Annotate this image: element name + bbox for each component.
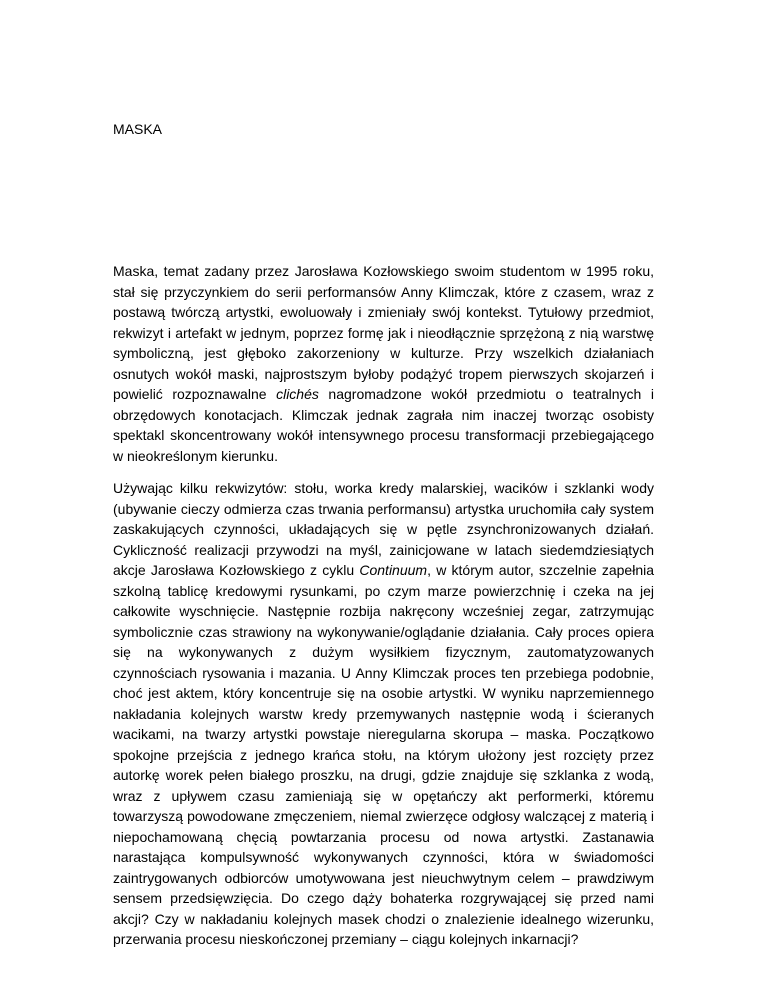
paragraph-2-italic-continuum: Continuum — [359, 562, 428, 578]
paragraph-2-text-b: , w którym autor, szczelnie zapełnia szkolną tablicę kredowymi rysunkami, po czym marze powierzchnię i czeka na jej całkowite wyschnięcie. Następnie rozbija nakręcony wcześniej zegar, zatrzymując symbolicznie czas strawiony na wykonywanie/oglądanie działania. Cały proces opiera się na wykonywanych z dużym wysiłkiem fizycznym, zautomatyzowanych czynnościach rysowania i mazania. U Anny Klimczak proces ten przebiega podobnie, choć jest aktem, który koncentruje się na osobie artystki. W wyniku naprzemiennego nakładania kolejnych warstw kredy przemywanych następnie wodą i ścieranych wacikami, na twarzy artystki powstaje nieregularna skorupa – maska. Początkowo spokojne przejścia z jednego krańca stołu, na którym ułożony jest rozcięty przez autorkę worek pełen białego proszku, na drugi, gdzie znajduje się szklanka z wodą, wraz z upływem czasu zamieniają się w opętańczy akt performerki, któremu towarzyszą powodowane zmęczeniem, niemal zwierzęce odgłosy walczącej z materią i niepochamowaną chęcią powtarzania procesu od nowa artystki. Zastanawia narastająca kompulsywność wykonywanych czynności, która w świadomości zaintrygowanych odbiorców umotywowana jest nieuchwytnym celem – prawdziwym sensem przedsięwzięcia. Do czego dąży bohaterka rozgrywającej się przed nami akcji? Czy w nakładaniu kolejnych masek chodzi o znalezienie idealnego wizerunku, przerwania procesu nieskończonej przemiany – ciągu kolejnych inkarnacji? — [113, 562, 654, 947]
paragraph-1-text-b: nagromadzone wokół przedmiotu o teatralnych i obrzędowych konotacjach. Klimczak jednak zagrała nim inaczej tworząc osobisty spektakl skoncentrowany wokół intensywnego procesu transformacji przebiegającego w nieokreślonym kierunku. — [113, 386, 654, 464]
document-title: MASKA — [113, 121, 163, 137]
paragraph-1-text-a: Maska, temat zadany przez Jarosława Kozłowskiego swoim studentom w 1995 roku, stał się przyczynkiem do serii performansów Anny Klimczak, które z czasem, wraz z postawą twórczą artystki, ewoluowały i zmieniały swój kontekst. Tytułowy przedmiot, rekwizyt i artefakt w jednym, poprzez formę jak i nieodłącznie sprzężoną z nią warstwę symboliczną, jest głęboko zakorzeniony w kulturze. Przy wszelkich działaniach osnutych wokół maski, najprostszym byłoby podążyć tropem pierwszych skojarzeń i powielić rozpoznawalne — [113, 263, 654, 402]
paragraph-2 — [113, 478, 654, 950]
paragraph-1-italic-cliches: clichés — [276, 386, 319, 402]
paragraph-2-text-a: Używając kilku rekwizytów: stołu, worka kredy malarskiej, wacików i szklanki wody (ubywanie cieczy odmierza czas trwania performansu) artystka uruchomiła cały system zaskakujących czynności, układających się w pętle zsynchronizowanych działań. Cykliczność realizacji przywodzi na myśl, zainicjowane w latach siedemdziesiątych akcje Jarosława Kozłowskiego z cyklu — [113, 480, 654, 578]
paragraph-1 — [113, 261, 654, 466]
